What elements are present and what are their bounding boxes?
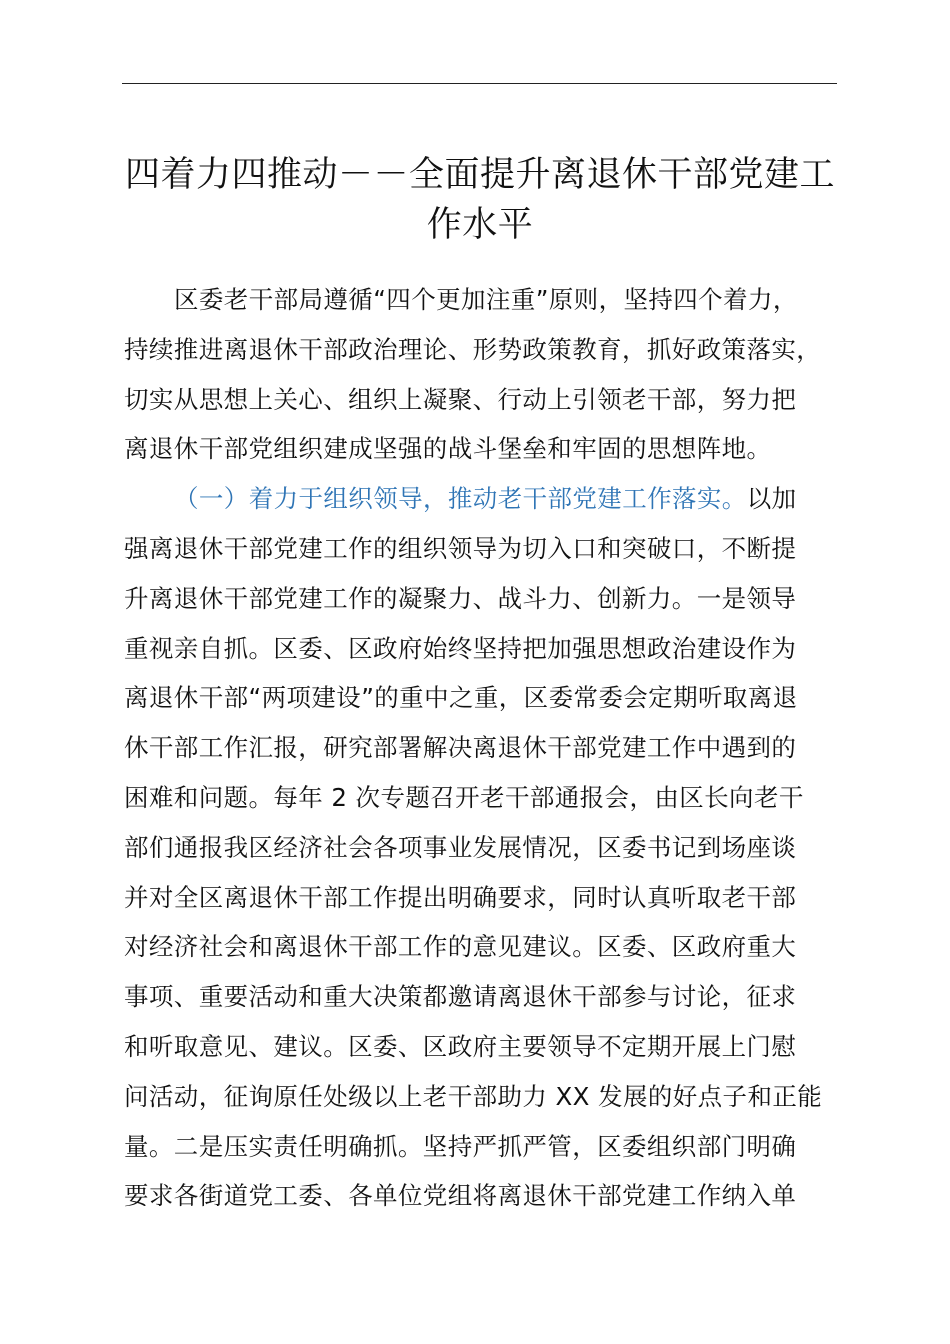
section-1-line: 事项、重要活动和重大决策都邀请离退休干部参与讨论，征求 [124, 982, 797, 1012]
section-1-line: 对经济社会和离退休干部工作的意见建议。区委、区政府重大 [124, 932, 797, 962]
section-1-line: 要求各街道党工委、各单位党组将离退休干部党建工作纳入单 [124, 1181, 797, 1211]
document-title [110, 150, 850, 250]
section-1-line: 量。二是压实责任明确抓。坚持严抓严管，区委组织部门明确 [124, 1131, 797, 1161]
section-1-line: 困难和问题。每年 2 次专题召开老干部通报会，由区长向老干 [124, 782, 804, 812]
section-1-line: 并对全区离退休干部工作提出明确要求，同时认真听取老干部 [124, 882, 797, 912]
section-1-heading: （一）着力于组织领导，推动老干部党建工作落实。 [174, 484, 747, 514]
header-rule [122, 83, 837, 84]
section-1-line: 问活动，征询原任处级以上老干部助力 XX 发展的好点子和正能 [124, 1081, 823, 1111]
title-line-2: 作水平 [426, 205, 534, 245]
section-1-line: 部们通报我区经济社会各项事业发展情况，区委书记到场座谈 [124, 832, 797, 862]
section-1-line: 休干部工作汇报，研究部署解决离退休干部党建工作中遇到的 [124, 733, 797, 763]
intro-line: 持续推进离退休干部政治理论、形势政策教育，抓好政策落实， [124, 334, 822, 364]
section-1-line: 离退休干部“两项建设”的重中之重，区委常委会定期听取离退 [124, 683, 798, 713]
document-body [124, 275, 838, 1221]
intro-line: 切实从思想上关心、组织上凝聚、行动上引领老干部，努力把 [124, 384, 797, 414]
section-1-first-line [124, 474, 838, 524]
intro-line: 区委老干部局遵循“四个更加注重”原则，坚持四个着力， [174, 285, 798, 314]
intro-line: 离退休干部党组织建成坚强的战斗堡垒和牢固的思想阵地。 [124, 434, 772, 464]
section-1-line: 和听取意见、建议。区委、区政府主要领导不定期开展上门慰 [124, 1031, 797, 1061]
section-1-line: 强离退休干部党建工作的组织领导为切入口和突破口，不断提 [124, 533, 797, 563]
section-1-heading-tail: 以加 [746, 484, 797, 514]
title-line-1: 四着力四推动－－全面提升离退休干部党建工 [124, 155, 835, 195]
section-1-line: 重视亲自抓。区委、区政府始终坚持把加强思想政治建设作为 [124, 633, 797, 663]
section-1-line: 升离退休干部党建工作的凝聚力、战斗力、创新力。一是领导 [124, 583, 797, 613]
